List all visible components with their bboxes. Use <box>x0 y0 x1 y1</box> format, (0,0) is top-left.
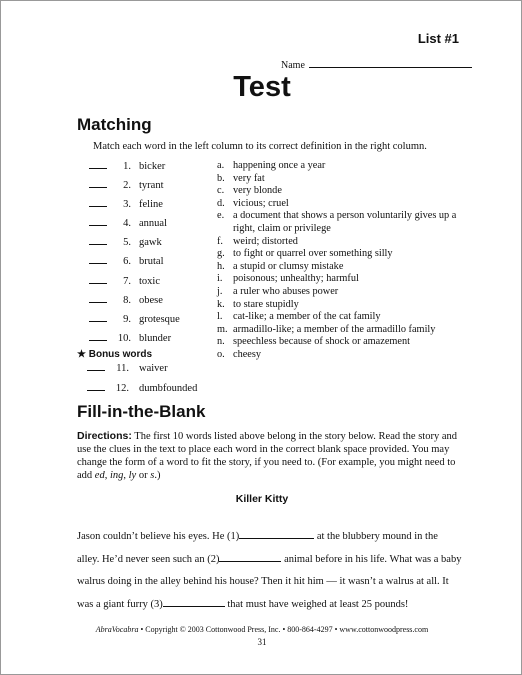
answer-blank[interactable] <box>89 254 107 264</box>
definition-letter: e. <box>217 210 225 222</box>
matching-heading: Matching <box>77 115 152 134</box>
definition-item <box>217 160 471 173</box>
word-number: 5. <box>123 237 131 249</box>
definition-text: very blonde <box>233 185 282 197</box>
word-row <box>89 331 172 350</box>
word: waiver <box>139 363 168 374</box>
answer-blank[interactable] <box>89 197 107 207</box>
word: brutal <box>139 256 164 268</box>
definition-letter: c. <box>217 185 225 197</box>
word-number: 11. <box>116 363 129 374</box>
definition-letter: n. <box>217 336 225 348</box>
answer-blank[interactable] <box>89 331 107 341</box>
word: bicker <box>139 161 166 172</box>
example-suffix: s <box>150 470 155 481</box>
story-segment: animal before in his life. What was a baby walrus doing in the alley behind his house? Then it hit him — it wasn’t a walrus at all. It was a giant furry (3) <box>77 553 462 610</box>
story-blank-2[interactable] <box>219 551 281 562</box>
word-number: 10. <box>117 332 131 344</box>
separator: or <box>136 470 151 481</box>
word-number: 9. <box>123 313 131 325</box>
word: grotesque <box>139 313 180 325</box>
word-number: 12. <box>115 382 129 394</box>
footer-text: • Copyright © 2003 Cottonwood Press, Inc. • 800-864-4297 • www.cottonwoodpress.com <box>138 625 429 634</box>
definition-letter: h. <box>217 260 225 272</box>
word: tyrant <box>139 180 164 192</box>
definition-letter: k. <box>217 298 225 310</box>
word-row <box>89 197 163 216</box>
list-number: List #1 <box>417 31 459 46</box>
word: feline <box>139 199 163 211</box>
definition-item <box>217 248 471 261</box>
answer-blank[interactable] <box>87 361 105 371</box>
fill-in-the-blank-heading: Fill-in-the-Blank <box>77 402 206 421</box>
definition-text: cat-like; a member of the cat family <box>233 311 381 323</box>
separator: , <box>104 470 110 481</box>
word: obese <box>139 294 163 306</box>
word-number: 2. <box>123 180 131 192</box>
definition-letter: i. <box>217 273 223 285</box>
answer-blank[interactable] <box>89 216 107 226</box>
definition-letter: o. <box>217 348 225 360</box>
word-number: 8. <box>123 294 131 306</box>
definition-item <box>217 173 471 186</box>
answer-blank[interactable] <box>89 274 107 284</box>
definition-item <box>217 349 471 362</box>
word: toxic <box>139 275 160 287</box>
definition-letter: a. <box>217 160 225 171</box>
definition-text: poisonous; unhealthy; harmful <box>233 273 359 285</box>
copyright-footer <box>1 625 522 634</box>
word-list <box>89 159 180 350</box>
story-segment: that must have weighed at least 25 pounds! <box>224 598 409 610</box>
definition-item <box>217 324 471 337</box>
bonus-word-list <box>87 361 198 400</box>
word-number: 3. <box>123 199 131 211</box>
definition-text: to stare stupidly <box>233 298 299 310</box>
definition-text: cheesy <box>233 348 262 360</box>
definition-text: happening once a year <box>233 160 326 171</box>
name-label: Name <box>281 60 305 71</box>
separator: , <box>123 470 129 481</box>
definition-item <box>217 299 471 312</box>
word-row <box>89 274 160 293</box>
definition-letter: l. <box>217 311 223 323</box>
word-number: 1. <box>123 161 131 172</box>
definition-letter: f. <box>217 235 224 247</box>
story-segment: Jason couldn’t believe his eyes. He (1) <box>77 531 240 542</box>
word: blunder <box>139 332 172 344</box>
definition-letter: m. <box>217 323 228 335</box>
matching-instructions: Match each word in the left column to its correct definition in the right column. <box>93 141 427 152</box>
word-number: 7. <box>123 275 131 287</box>
example-suffix: ed <box>94 470 105 481</box>
word-row <box>89 216 167 235</box>
definition-item <box>217 261 471 274</box>
definition-text: armadillo-like; a member of the armadillo family <box>233 323 436 335</box>
directions <box>77 430 457 482</box>
definition-item <box>217 336 471 349</box>
bonus-words-heading: ★ Bonus words <box>77 349 153 360</box>
story-segment: at the blubbery mound in the alley. He’d never seen such an (2) <box>77 531 438 565</box>
definition-item <box>217 185 471 198</box>
answer-blank[interactable] <box>89 178 107 188</box>
page-title: Test <box>233 71 291 103</box>
word-row <box>89 178 164 197</box>
footer-brand: AbraVocabra <box>95 625 139 634</box>
name-line[interactable] <box>309 57 472 68</box>
word-row <box>89 159 166 178</box>
definition-letter: j. <box>217 285 223 297</box>
word-number: 4. <box>123 218 131 230</box>
definition-text: speechless because of shock or amazement <box>233 336 410 348</box>
definition-item <box>217 273 471 286</box>
definition-text: to fight or quarrel over something silly <box>233 248 393 260</box>
definition-item <box>217 286 471 299</box>
definition-item <box>217 311 471 324</box>
definition-letter: b. <box>217 172 225 184</box>
definition-text: a stupid or clumsy mistake <box>233 260 344 272</box>
word: annual <box>139 218 167 230</box>
definition-item <box>217 210 471 235</box>
story-blank-1[interactable] <box>239 528 314 539</box>
definition-text: vicious; cruel <box>233 197 289 209</box>
definition-item <box>217 198 471 211</box>
definition-list <box>217 160 471 362</box>
definition-text: a document that shows a person voluntarily gives up a right, claim or privilege <box>233 210 457 234</box>
word: dumbfounded <box>139 382 198 394</box>
answer-blank[interactable] <box>89 293 107 303</box>
definition-text: very fat <box>233 172 265 184</box>
bonus-word-row <box>87 381 198 401</box>
directions-end: .) <box>154 470 161 481</box>
definition-text: a ruler who abuses power <box>233 285 339 297</box>
story-title: Killer Kitty <box>235 493 289 505</box>
example-suffix: ly <box>128 470 137 481</box>
definition-item <box>217 236 471 249</box>
directions-text: The first 10 words listed above belong in the story below. Read the story and use the clues in the text to place each word in the correct blank space provided. You may change the form of a word to fit the story, if you need to. (For example, you might need to add <box>77 431 457 481</box>
word-number: 6. <box>123 256 131 268</box>
word: gawk <box>139 237 162 249</box>
page-number: 31 <box>257 637 267 647</box>
directions-label: Directions: <box>77 430 132 442</box>
story-blank-3[interactable] <box>163 596 225 607</box>
answer-blank[interactable] <box>89 235 107 245</box>
definition-letter: d. <box>217 197 225 209</box>
answer-blank[interactable] <box>89 159 107 169</box>
story-text <box>77 526 462 616</box>
definition-text: weird; distorted <box>233 235 298 247</box>
example-suffix: ing <box>109 470 124 481</box>
definition-letter: g. <box>217 248 225 260</box>
answer-blank[interactable] <box>89 312 107 322</box>
word-row <box>89 293 163 312</box>
word-row <box>89 235 162 254</box>
word-row <box>89 254 164 273</box>
answer-blank[interactable] <box>87 381 105 391</box>
word-row <box>89 312 180 331</box>
name-field[interactable] <box>281 57 472 71</box>
bonus-word-row <box>87 361 168 381</box>
